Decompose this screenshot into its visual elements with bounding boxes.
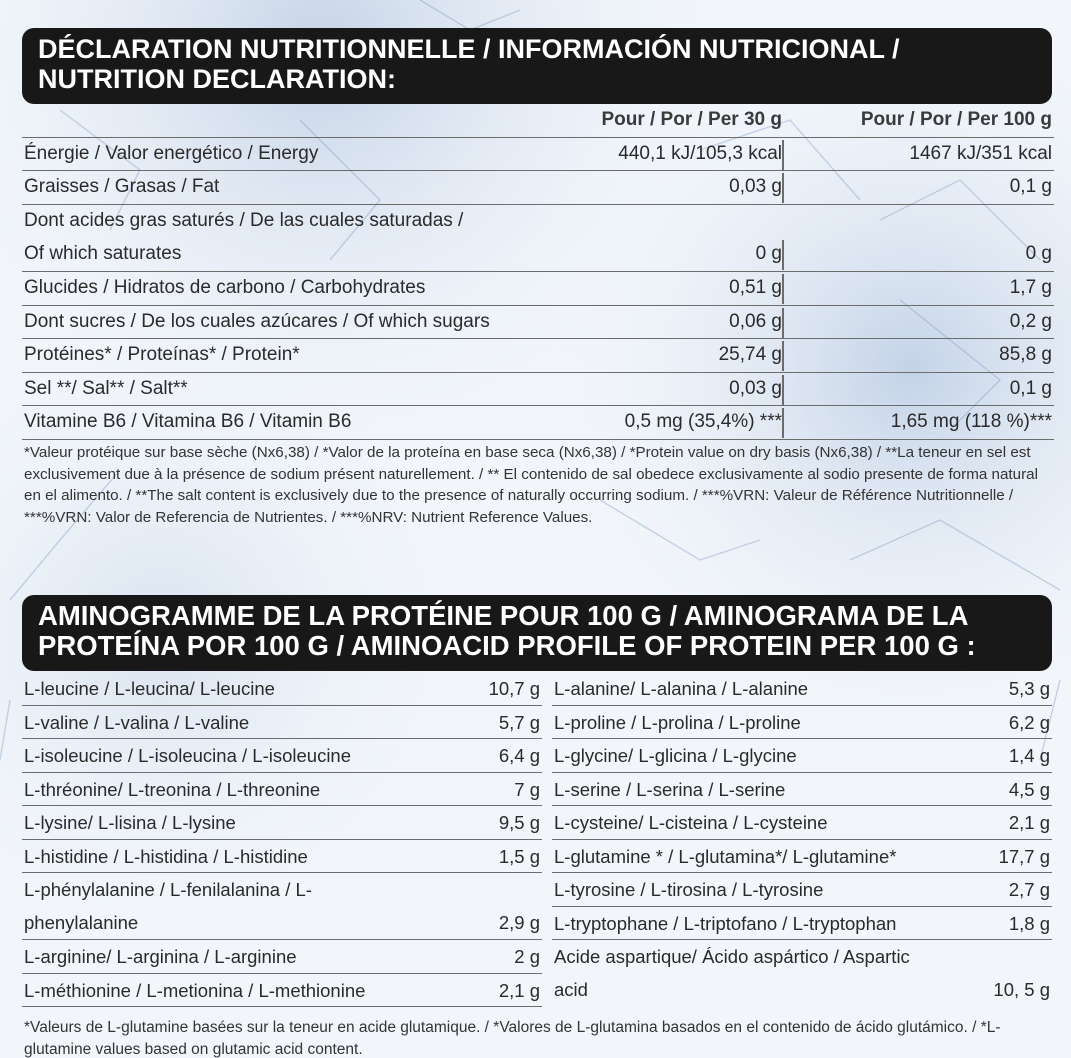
row-label: Vitamine B6 / Vitamina B6 / Vitamin B6: [24, 411, 352, 433]
value-per-30g: 0 g: [755, 243, 782, 265]
amino-row: [22, 739, 542, 773]
row-label: Glucides / Hidratos de carbono / Carbohydrates: [24, 276, 426, 298]
amino-title-banner: [22, 595, 1052, 671]
amino-label: L-histidine / L-histidina / L-histidine: [24, 845, 308, 867]
amino-value: 4,5 g: [1008, 778, 1050, 800]
nutrition-row-saturates: [22, 238, 1054, 272]
amino-label: L-tyrosine / L-tirosina / L-tyrosine: [554, 879, 824, 900]
value-per-30g: 0,06 g: [729, 310, 782, 332]
amino-value: 2,1 g: [498, 979, 540, 1001]
nutrition-row-salt: [22, 373, 1054, 407]
row-label: Sel **/ Sal** / Salt**: [24, 377, 188, 399]
column-divider: [782, 274, 784, 304]
amino-row: [22, 840, 542, 874]
nutrition-title-line1: DÉCLARATION NUTRITIONNELLE / INFORMACIÓN NUTRICIONAL /: [38, 34, 900, 64]
amino-value: 2,9 g: [498, 912, 540, 933]
amino-row: [22, 974, 542, 1008]
amino-row: [552, 672, 1052, 706]
amino-label: L-méthionine / L-metionina / L-methionine: [24, 979, 366, 1001]
amino-row: [552, 940, 1052, 1007]
nutrition-title-banner: [22, 28, 1052, 104]
value-per-30g: 0,5 mg (35,4%) ***: [624, 411, 782, 433]
column-header-per-30g: Pour / Por / Per 30 g: [601, 109, 782, 130]
row-label: Protéines* / Proteínas* / Protein*: [24, 344, 300, 366]
amino-table-left: [22, 672, 542, 1007]
amino-row: [22, 873, 542, 940]
value-per-30g: 0,51 g: [729, 276, 782, 298]
amino-row: [552, 840, 1052, 874]
value-per-100g: 0,1 g: [1009, 176, 1052, 198]
amino-value: 5,3 g: [1008, 678, 1050, 699]
amino-value: 2,7 g: [1008, 879, 1050, 900]
row-label: Graisses / Grasas / Fat: [24, 176, 220, 198]
amino-label: L-alanine/ L-alanina / L-alanine: [554, 678, 809, 699]
column-divider: [782, 408, 784, 438]
amino-value: 2 g: [514, 946, 540, 967]
amino-value: 5,7 g: [498, 711, 540, 733]
value-per-100g: 1,65 mg (118 %)***: [890, 411, 1052, 433]
amino-row: [552, 706, 1052, 740]
row-label: Dont sucres / De los cuales azúcares / Of which sugars: [24, 310, 490, 332]
amino-row: [552, 873, 1052, 907]
column-header-per-100g: Pour / Por / Per 100 g: [860, 109, 1052, 130]
column-divider: [782, 375, 784, 405]
amino-row: [552, 739, 1052, 773]
amino-value: 1,5 g: [498, 845, 540, 867]
nutrition-header-row: [22, 104, 1054, 138]
value-per-30g: 25,74 g: [718, 344, 782, 366]
value-per-100g: 0,2 g: [1009, 310, 1052, 332]
column-divider: [782, 173, 784, 203]
nutrition-row-sugars: [22, 306, 1054, 340]
value-per-100g: 1467 kJ/351 kcal: [909, 142, 1052, 164]
amino-value: 9,5 g: [498, 812, 540, 833]
nutrition-row-carbohydrates: [22, 272, 1054, 306]
amino-label: L-isoleucine / L-isoleucina / L-isoleucine: [24, 745, 352, 766]
amino-footnote: *Valeurs de L-glutamine basées sur la teneur en acide glutamique. / *Valores de L-glutamina basados en el contenido de ácido glutámico. / *L-glutamine values based on glutamic acid content.: [24, 1019, 1001, 1058]
amino-label: L-proline / L-prolina / L-proline: [554, 711, 801, 733]
amino-row: [22, 672, 542, 706]
amino-label: L-arginine/ L-arginina / L-arginine: [24, 946, 297, 967]
amino-label: L-thréonine/ L-treonina / L-threonine: [24, 778, 321, 800]
amino-row: [22, 773, 542, 807]
column-divider: [782, 308, 784, 338]
amino-label: L-tryptophane / L-triptofano / L-tryptophan: [554, 912, 897, 934]
amino-value: 7 g: [514, 778, 540, 800]
column-divider: [782, 341, 784, 371]
amino-label: L-phénylalanine / L-fenilalanina / L-phenylalanine: [24, 879, 312, 933]
row-label: Énergie / Valor energético / Energy: [24, 142, 319, 164]
nutrition-row-protein: [22, 339, 1054, 373]
amino-row: [552, 806, 1052, 840]
column-divider: [782, 140, 784, 170]
amino-label: L-serine / L-serina / L-serine: [554, 778, 786, 800]
amino-value: 10,7 g: [488, 678, 540, 699]
amino-row: [552, 773, 1052, 807]
amino-label: L-valine / L-valina / L-valine: [24, 711, 250, 733]
amino-value: 1,4 g: [1008, 745, 1050, 766]
amino-label: L-cysteine/ L-cisteina / L-cysteine: [554, 812, 828, 833]
amino-row: [22, 806, 542, 840]
nutrition-row-fat: [22, 171, 1054, 205]
amino-value: 6,2 g: [1008, 711, 1050, 733]
value-per-30g: 0,03 g: [729, 377, 782, 399]
value-per-100g: 0,1 g: [1009, 377, 1052, 399]
value-per-30g: 0,03 g: [729, 176, 782, 198]
amino-row: [552, 907, 1052, 941]
amino-label: L-glutamine * / L-glutamina*/ L-glutamine*: [554, 845, 897, 867]
amino-label: L-glycine/ L-glicina / L-glycine: [554, 745, 797, 766]
amino-value: 6,4 g: [498, 745, 540, 766]
nutrition-row-energy: [22, 138, 1054, 172]
amino-value: 1,8 g: [1008, 912, 1050, 934]
value-per-100g: 85,8 g: [999, 344, 1052, 366]
nutrition-row-saturates-line1: [22, 205, 1054, 239]
nutrition-table: [22, 104, 1054, 440]
nutrition-row-vitamin-b6: [22, 406, 1054, 440]
value-per-100g: 1,7 g: [1009, 276, 1052, 298]
amino-label: L-lysine/ L-lisina / L-lysine: [24, 812, 236, 833]
amino-table-right: [552, 672, 1052, 1007]
row-label: Of which saturates: [24, 243, 182, 265]
amino-row: [22, 706, 542, 740]
amino-value: 10, 5 g: [993, 979, 1050, 1000]
nutrition-footnote: *Valeur protéique sur base sèche (Nx6,38) / *Valor de la proteína en base seca (Nx6,38) / *Protein value on dry basis (Nx6,38) / **La teneur en sel est exclusivement due à la présence de sodium présent naturellement. / ** El contenido de sal obedece exclusivamente al sodio presente de forma natural en el alimento. / **The salt content is exclusively due to the presence of naturally occurring sodium. / ***%VRN: Valeur de Référence Nutritionnelle / ***%VRN: Valor de Referencia de Nutrientes. / ***%NRV: Nutrient Reference Values.: [24, 444, 1038, 526]
amino-label: Acide aspartique/ Ácido aspártico / Aspartic acid: [554, 946, 910, 1000]
amino-title-line1: AMINOGRAMME DE LA PROTÉINE POUR 100 G / AMINOGRAMA DE LA: [38, 600, 969, 631]
amino-title-line2: PROTEÍNA POR 100 G / AMINOACID PROFILE OF PROTEIN PER 100 G :: [38, 630, 976, 661]
amino-row: [22, 940, 542, 974]
column-divider: [782, 240, 784, 270]
amino-label: L-leucine / L-leucina/ L-leucine: [24, 678, 275, 699]
value-per-30g: 440,1 kJ/105,3 kcal: [618, 142, 782, 164]
value-per-100g: 0 g: [1025, 243, 1052, 265]
amino-value: 17,7 g: [998, 845, 1050, 867]
row-label: Dont acides gras saturés / De las cuales saturadas /: [24, 209, 464, 231]
amino-value: 2,1 g: [1008, 812, 1050, 833]
nutrition-title-line2: NUTRITION DECLARATION:: [38, 64, 396, 94]
